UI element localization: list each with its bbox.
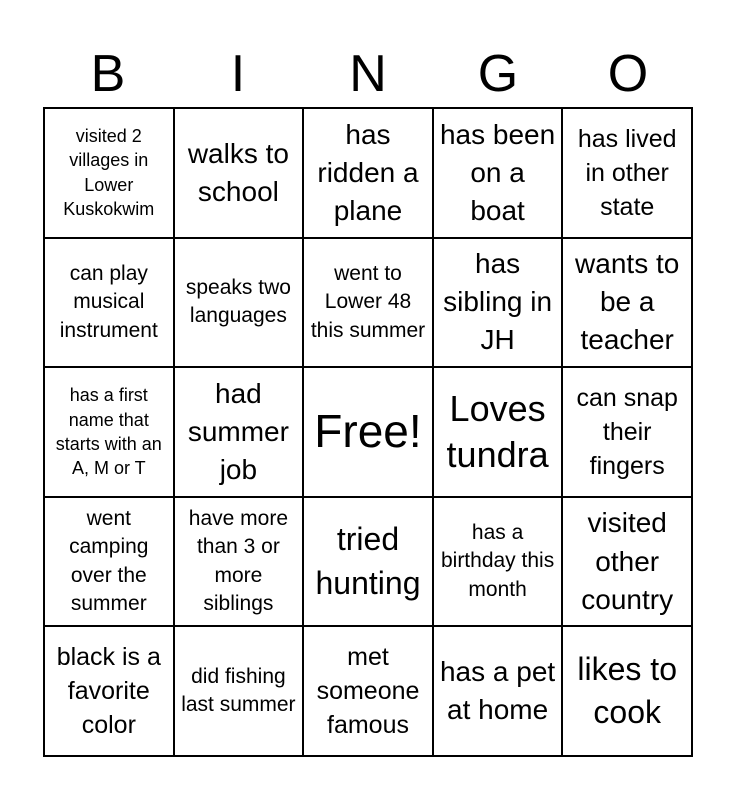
- bingo-free-cell[interactable]: [303, 367, 433, 497]
- free-space-text: Free!: [314, 405, 422, 458]
- bingo-cell-text: can play musical instrument: [59, 261, 158, 342]
- header-letter-n: N: [349, 45, 387, 103]
- bingo-cell[interactable]: [433, 238, 563, 368]
- bingo-cell-text: likes to cook: [577, 651, 677, 731]
- bingo-cell-text: Loves tundra: [446, 387, 549, 475]
- bingo-cell-text: walks to school: [187, 137, 289, 207]
- bingo-cell-text: has a pet at home: [439, 656, 556, 726]
- bingo-cell[interactable]: [174, 238, 304, 368]
- bingo-cell[interactable]: [44, 367, 174, 497]
- header-letter-b: B: [90, 45, 126, 103]
- bingo-cell-text: visited other country: [581, 507, 674, 615]
- bingo-cell-text: black is a favorite color: [56, 643, 161, 740]
- bingo-cell[interactable]: [433, 497, 563, 627]
- bingo-cell-text: tried hunting: [315, 521, 421, 601]
- bingo-cell-text: visited 2 villages in Lower Kuskokwim: [63, 125, 155, 220]
- bingo-cell[interactable]: [174, 367, 304, 497]
- bingo-cell-text: went to Lower 48 this summer: [310, 261, 426, 342]
- bingo-cell[interactable]: [433, 626, 563, 756]
- bingo-cell-text: did fishing last summer: [181, 664, 296, 717]
- bingo-cell[interactable]: [44, 108, 174, 238]
- bingo-cell[interactable]: [303, 497, 433, 627]
- bingo-cell[interactable]: [303, 626, 433, 756]
- bingo-cell[interactable]: [44, 238, 174, 368]
- bingo-cell[interactable]: [562, 497, 692, 627]
- header-letter-i: I: [230, 45, 246, 103]
- header-letter-o: O: [607, 45, 649, 103]
- bingo-cell-text: have more than 3 or more siblings: [188, 506, 288, 616]
- bingo-cell[interactable]: [174, 497, 304, 627]
- bingo-cell-text: wants to be a teacher: [575, 248, 680, 356]
- bingo-cell[interactable]: [44, 497, 174, 627]
- bingo-cell[interactable]: [303, 238, 433, 368]
- bingo-cell-text: has ridden a plane: [317, 118, 419, 226]
- bingo-cell-text: speaks two languages: [185, 275, 291, 328]
- bingo-cell[interactable]: [174, 108, 304, 238]
- bingo-cell[interactable]: [174, 626, 304, 756]
- bingo-header: [43, 40, 693, 108]
- bingo-cell[interactable]: [433, 108, 563, 238]
- bingo-cell[interactable]: [562, 238, 692, 368]
- bingo-cell[interactable]: [303, 108, 433, 238]
- header-letter-g: G: [477, 45, 519, 103]
- bingo-cell[interactable]: [44, 626, 174, 756]
- bingo-board: [43, 107, 693, 757]
- bingo-cell[interactable]: [562, 367, 692, 497]
- bingo-cell[interactable]: [562, 108, 692, 238]
- bingo-cell[interactable]: [562, 626, 692, 756]
- bingo-cell-text: went camping over the summer: [69, 506, 149, 616]
- bingo-cell-text: has a birthday this month: [440, 520, 555, 601]
- bingo-cell-text: has sibling in JH: [443, 248, 553, 356]
- bingo-cell[interactable]: [433, 367, 563, 497]
- bingo-cell-text: has lived in other state: [577, 124, 677, 221]
- bingo-cell-text: has a first name that starts with an A, M or T: [55, 385, 162, 479]
- bingo-cell-text: had summer job: [187, 377, 289, 486]
- bingo-cell-text: can snap their fingers: [576, 383, 678, 480]
- bingo-cell-text: met someone famous: [316, 643, 420, 740]
- bingo-cell-text: has been on a boat: [439, 118, 556, 226]
